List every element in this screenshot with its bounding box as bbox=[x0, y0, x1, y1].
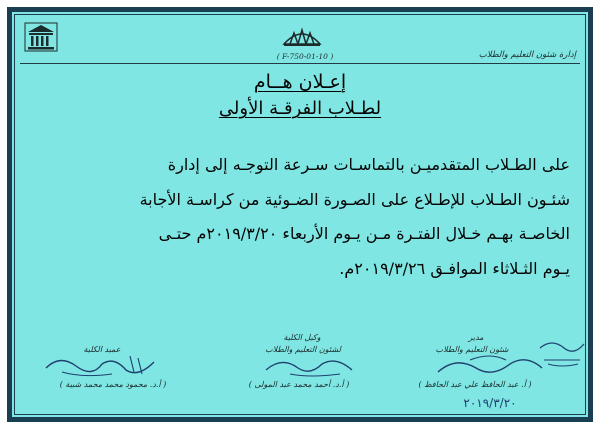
form-code: ( F-750-01-10 ) bbox=[276, 52, 334, 61]
handwritten-date: ٢٠١٩/٣/٢٠ bbox=[463, 396, 517, 410]
vice-dean-name: ( أ.د. أحمد محمد عبد المولى ) bbox=[248, 380, 350, 389]
announcement-frame bbox=[7, 7, 593, 422]
vice-dean-signature bbox=[260, 352, 360, 380]
university-building-logo-icon bbox=[24, 22, 58, 52]
announcement-subtitle: لطـلاب الفرقـة الأولى bbox=[218, 98, 382, 119]
director-name: ( أ. عبد الحافظ علي عبد الحافظ ) bbox=[418, 380, 532, 389]
body-line: شئـون الطـلاب للإطـلاع على الصـورة الضـوئية من كراسـة الأجابة bbox=[139, 189, 570, 209]
header-divider bbox=[20, 63, 580, 64]
handwritten-initials bbox=[534, 336, 588, 370]
announcement-body bbox=[30, 148, 570, 286]
body-line: الخاصـة بهـم خـلال الفتـرة مـن يـوم الأربعاء ٢٠١٩/٣/٢٠م حتـى bbox=[158, 224, 570, 243]
vice-dean-title: وكيل الكلية bbox=[283, 333, 321, 342]
director-title: مدير bbox=[468, 333, 484, 342]
dean-name: ( أ.د. محمود محمد محمد شبية ) bbox=[59, 380, 167, 389]
director-signature bbox=[430, 350, 550, 380]
body-line: يـوم الثـلاثاء الموافـق ٢٠١٩/٣/٢٦م. bbox=[339, 258, 570, 278]
dean-title: عميد الكلية bbox=[83, 345, 121, 354]
college-emblem-logo-icon bbox=[282, 24, 322, 48]
vice-dean-subtitle: لشئون التعليم والطلاب bbox=[265, 345, 341, 354]
department-label: إدارة شئون التعليم والطلاب bbox=[478, 50, 576, 60]
director-subtitle: شئون التعليم والطلاب bbox=[435, 345, 509, 354]
body-line: على الطـلاب المتقدميـن بالتماسـات سـرعة التوجـه إلى إدارة bbox=[167, 155, 570, 174]
announcement-title: إعـلان هــام bbox=[253, 71, 347, 93]
dean-signature bbox=[42, 348, 162, 382]
